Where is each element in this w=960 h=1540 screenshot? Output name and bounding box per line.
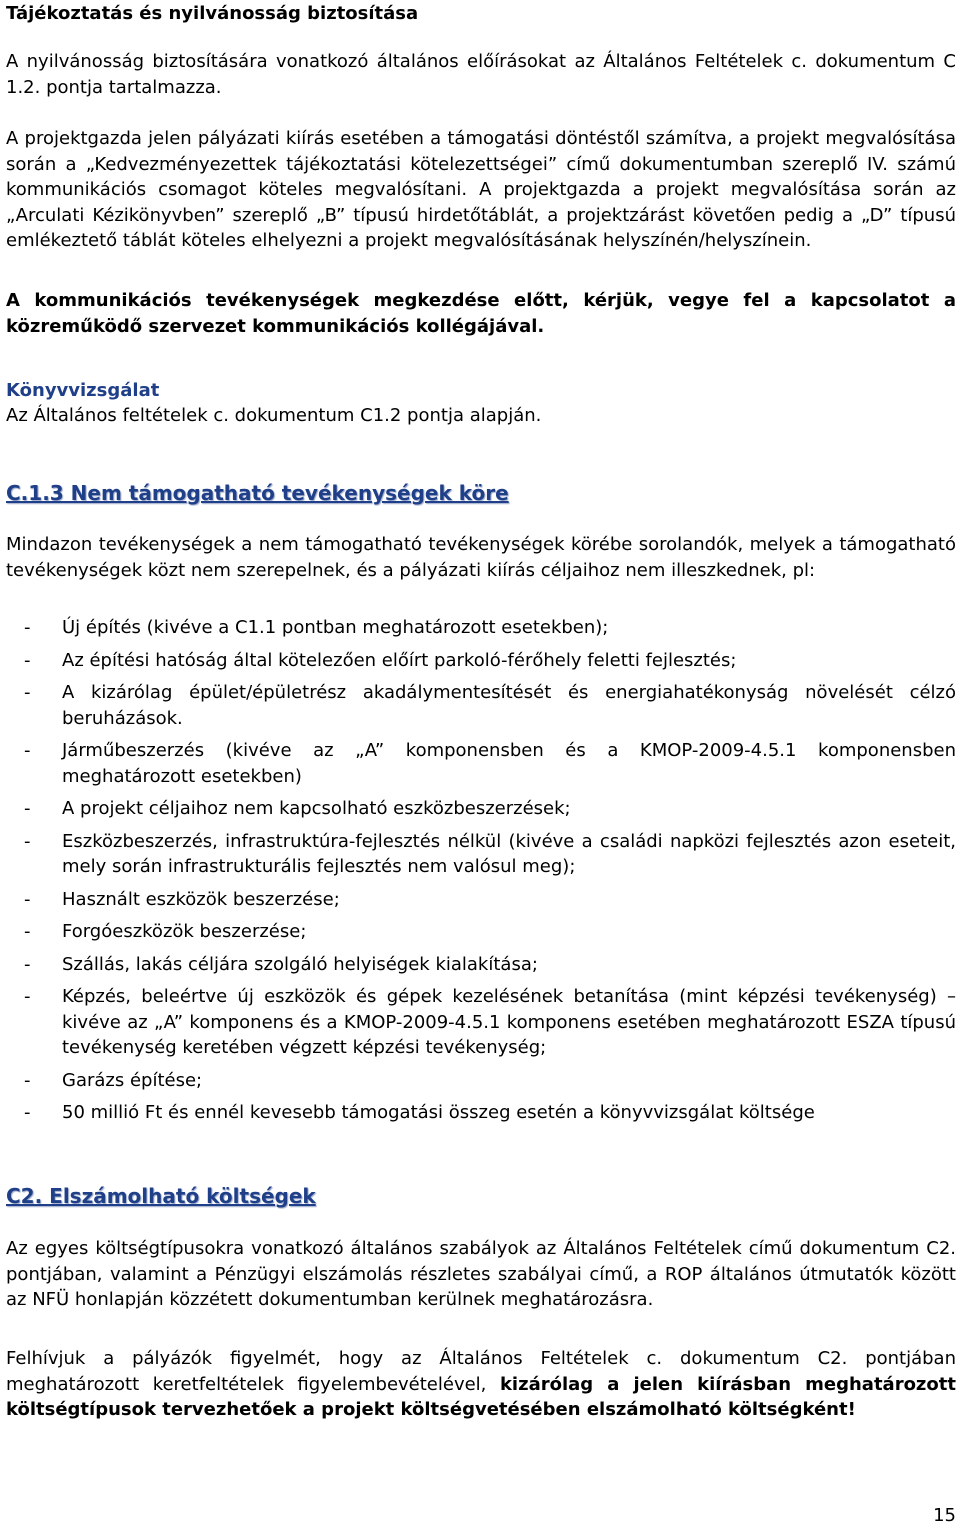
list-dash: - bbox=[24, 617, 31, 638]
list-item-text: Az építési hatóság által kötelezően előírt parkoló-férőhely feletti fejlesztés; bbox=[62, 649, 737, 671]
list-dash: - bbox=[24, 649, 31, 671]
list-dash: - bbox=[24, 1102, 31, 1123]
c13-heading: C.1.3 Nem támogatható tevékenységek köre bbox=[6, 481, 509, 505]
list-dash: - bbox=[24, 953, 31, 975]
list-dash: - bbox=[24, 740, 31, 761]
list-item-text: Forgóeszközök beszerzése; bbox=[62, 921, 307, 942]
list-item-text: Eszközbeszerzés, infrastruktúra-fejlesztés nélkül (kivéve a családi napközi fejlesztés azon eseteit, mely során infrastrukturális fejlesztés nem valósul meg); bbox=[62, 830, 956, 877]
paragraph-publicity-general: A nyilvánosság biztosítására vonatkozó általános előírásokat az Általános Feltételek c. dokumentum C 1.2. pontja tartalmazza. bbox=[6, 51, 956, 98]
list-item bbox=[6, 1068, 956, 1094]
list-item bbox=[6, 887, 956, 913]
list-dash: - bbox=[24, 888, 31, 910]
list-dash: - bbox=[24, 798, 31, 819]
paragraph-communication-package: A projektgazda jelen pályázati kiírás esetében a támogatási döntéstől számítva, a projekt megvalósítása során a „Kedvezményezettek tájékoztatási kötelezettségei” című dokumentumban szereplő IV. számú kommunikációs csomagot köteles megvalósítani. A projektgazda a projekt megvalósítása során az „Arculati Kézikönyvben” szereplő „B” típusú hirdetőtáblát, a projektzárást követően pedig a „D” típusú emlékeztető táblát köteles elhelyezni a projekt megvalósításának helyszínén/helyszínein. bbox=[6, 128, 956, 251]
list-item-text: A kizárólag épület/épületrész akadálymentesítését és energiahatékonyság növelését célzó beruházások. bbox=[62, 682, 956, 729]
list-item bbox=[6, 738, 956, 789]
list-dash: - bbox=[24, 1069, 31, 1091]
c2-paragraph-notice bbox=[6, 1346, 956, 1423]
list-dash: - bbox=[24, 682, 31, 703]
list-item-text: A projekt céljaihoz nem kapcsolható eszközbeszerzések; bbox=[62, 798, 571, 819]
list-item bbox=[6, 1100, 956, 1126]
list-dash: - bbox=[24, 830, 31, 852]
list-item bbox=[6, 680, 956, 731]
list-item-text: Szállás, lakás céljára szolgáló helyiségek kialakítása; bbox=[62, 953, 538, 975]
list-item-text: Használt eszközök beszerzése; bbox=[62, 888, 340, 910]
list-item bbox=[6, 829, 956, 880]
list-item-text: 50 millió Ft és ennél kevesebb támogatási összeg esetén a könyvvizsgálat költsége bbox=[62, 1102, 815, 1123]
c2-paragraph-rules: Az egyes költségtípusokra vonatkozó általános szabályok az Általános Feltételek című dokumentum C2. pontjában, valamint a Pénzügyi elszámolás részletes szabályai című, a ROP általános útmutatók között az NFÜ honlapján közzétett dokumentumban kerülnek meghatározásra. bbox=[6, 1238, 956, 1310]
list-item-text: Képzés, beleértve új eszközök és gépek kezelésének betanítása (mint képzési tevékenység) – kivéve az „A” komponens és a KMOP-2009-4.5.1 komponens esetében meghatározott ESZA típusú tevékenység keretében végzett képzési tevékenység; bbox=[62, 986, 956, 1058]
c2-notice-bold: kizárólag a jelen kiírásban meghatározott költségtípusok tervezhetőek a projekt költségvetésében elszámolható költségként! bbox=[6, 1373, 956, 1420]
list-item bbox=[6, 648, 956, 674]
list-item bbox=[6, 984, 956, 1061]
audit-heading: Könyvvizsgálat bbox=[6, 380, 160, 401]
list-item-text: Új építés (kivéve a C1.1 pontban meghatározott esetekben); bbox=[62, 617, 609, 638]
list-item bbox=[6, 615, 956, 641]
c13-intro: Mindazon tevékenységek a nem támogatható tevékenységek körébe sorolandók, melyek a támogatható tevékenységek közt nem szerepelnek, és a pályázati kiírás céljaihoz nem illeszkednek, pl: bbox=[6, 534, 956, 581]
list-item-text: Járműbeszerzés (kivéve az „A” komponensben és a KMOP-2009-4.5.1 komponensben meghatározott esetekben) bbox=[62, 740, 956, 787]
paragraph-communication-contact: A kommunikációs tevékenységek megkezdése előtt, kérjük, vegye fel a kapcsolatot a közreműködő szervezet kommunikációs kollégájával. bbox=[6, 290, 956, 337]
list-dash: - bbox=[24, 921, 31, 942]
c2-heading: C2. Elszámolható költségek bbox=[6, 1184, 316, 1208]
section-title: Tájékoztatás és nyilvánosság biztosítása bbox=[6, 3, 419, 24]
list-item-text: Garázs építése; bbox=[62, 1069, 203, 1091]
c2-notice-normal: Felhívjuk a pályázók figyelmét, hogy az Általános Feltételek c. dokumentum C2. pontjában meghatározott keretfeltételek figyelembevételével, bbox=[6, 1348, 956, 1395]
page-number: 15 bbox=[933, 1505, 956, 1526]
list-item bbox=[6, 952, 956, 978]
list-item bbox=[6, 796, 956, 822]
audit-text: Az Általános feltételek c. dokumentum C1.2 pontja alapján. bbox=[6, 405, 542, 426]
list-dash: - bbox=[24, 986, 31, 1007]
list-item bbox=[6, 919, 956, 945]
non-eligible-list bbox=[6, 615, 956, 1126]
